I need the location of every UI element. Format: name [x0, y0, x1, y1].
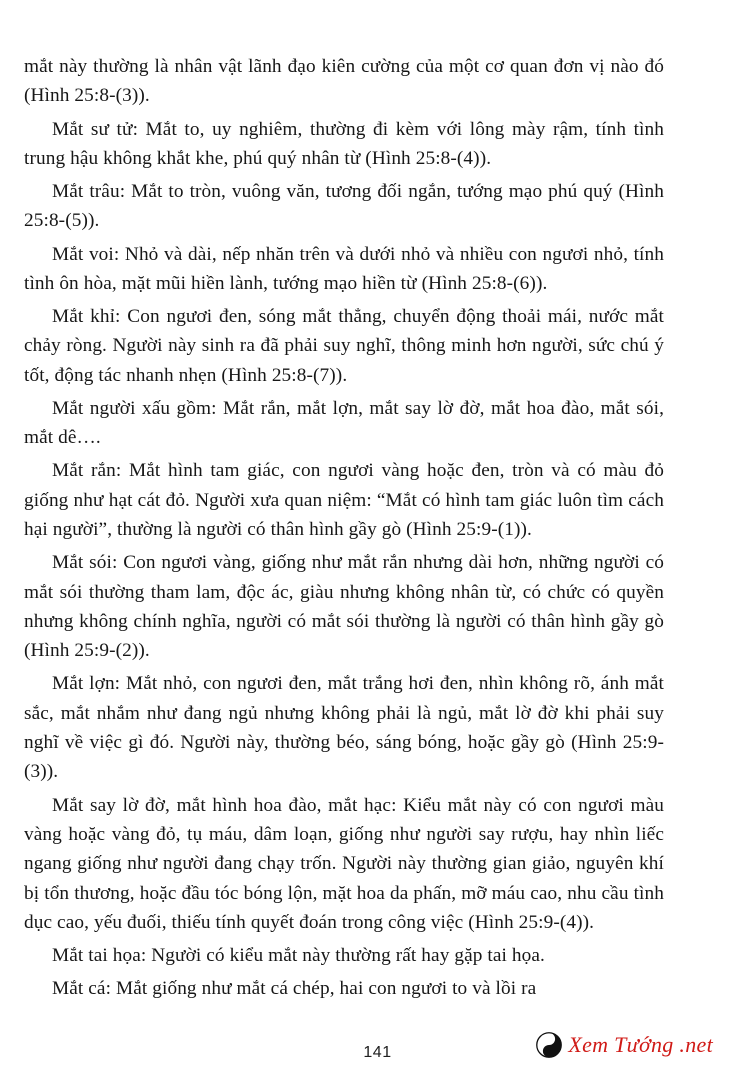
paragraph: Mắt người xấu gồm: Mắt rắn, mắt lợn, mắt say lờ đờ, mắt hoa đào, mắt sói, mắt dê…. [24, 397, 664, 449]
page-number: 141 [363, 1044, 392, 1061]
paragraph: Mắt tai họa: Người có kiểu mắt này thường rất hay gặp tai họa. [52, 945, 545, 967]
paragraph: Mắt voi: Nhỏ và dài, nếp nhăn trên và dưới nhỏ và nhiều con ngươi nhỏ, tính tình ôn hòa, mặt mũi hiền lành, tướng mạo hiền từ (Hình 25:8-(6)). [24, 243, 664, 294]
paragraph: Mắt cá: Mắt giống như mắt cá chép, hai con ngươi to và lồi ra [52, 978, 537, 1000]
paragraph: Mắt sói: Con ngươi vàng, giống như mắt rắn nhưng dài hơn, những người có mắt sói thường tham lam, độc ác, giàu nhưng không nhân từ, có chức có quyền nhưng không chính nghĩa, người có mắt sói thường là người có thân hình gầy gò (Hình 25:9-(2)). [24, 552, 664, 662]
watermark-label: Xem Tướng .net [568, 1032, 713, 1057]
paragraph: Mắt sư tử: Mắt to, uy nghiêm, thường đi kèm với lông mày rậm, tính tình trung hậu không khắt khe, phú quý nhân từ (Hình 25:8-(4)). [24, 118, 664, 169]
page-footer [0, 1008, 755, 1068]
paragraph: Mắt rắn: Mắt hình tam giác, con ngươi vàng hoặc đen, tròn và có màu đỏ giống như hạt cát đỏ. Người xưa quan niệm: “Mắt có hình tam giác luôn tìm cách hại người”, thường là người có thân hình gầy gò (Hình 25:9-(1)). [24, 460, 664, 541]
body-text [24, 52, 664, 1004]
paragraph: Mắt say lờ đờ, mắt hình hoa đào, mắt hạc: Kiểu mắt này có con ngươi màu vàng hoặc vàng đỏ, tụ máu, dâm loạn, giống như người say rượu, hay nhìn liếc ngang giống như người đang chạy trốn. Người này thường gian giảo, nguyên khí bị tổn thương, hoặc đầu tóc bóng lộn, mặt hoa da phấn, mỡ máu cao, nhu cầu tình dục cao, yếu đuối, thiếu tính quyết đoán trong công việc (Hình 25:9-(4)). [24, 794, 664, 933]
paragraph: Mắt lợn: Mắt nhỏ, con ngươi đen, mắt trắng hơi đen, nhìn không rõ, ánh mắt sắc, mắt nhắm như đang ngủ nhưng không phải là ngủ, mắt lờ đờ khi phải suy nghĩ về việc gì đó. Người này, thường béo, sáng bóng, hoặc gầy gò (Hình 25:9-(3)). [24, 673, 664, 783]
paragraph: mắt này thường là nhân vật lãnh đạo kiên cường của một cơ quan đơn vị nào đó (Hình 25:8-(3)). [24, 56, 664, 107]
paragraph: Mắt trâu: Mắt to tròn, vuông văn, tương đối ngắn, tướng mạo phú quý (Hình 25:8-(5)). [24, 181, 664, 232]
paragraph: Mắt khỉ: Con ngươi đen, sóng mắt thẳng, chuyển động thoải mái, nước mắt chảy ròng. Người này sinh ra đã phải suy nghĩ, thông minh hơn người, sức chú ý tốt, động tác nhanh nhẹn (Hình 25:8-(7)). [24, 306, 664, 386]
